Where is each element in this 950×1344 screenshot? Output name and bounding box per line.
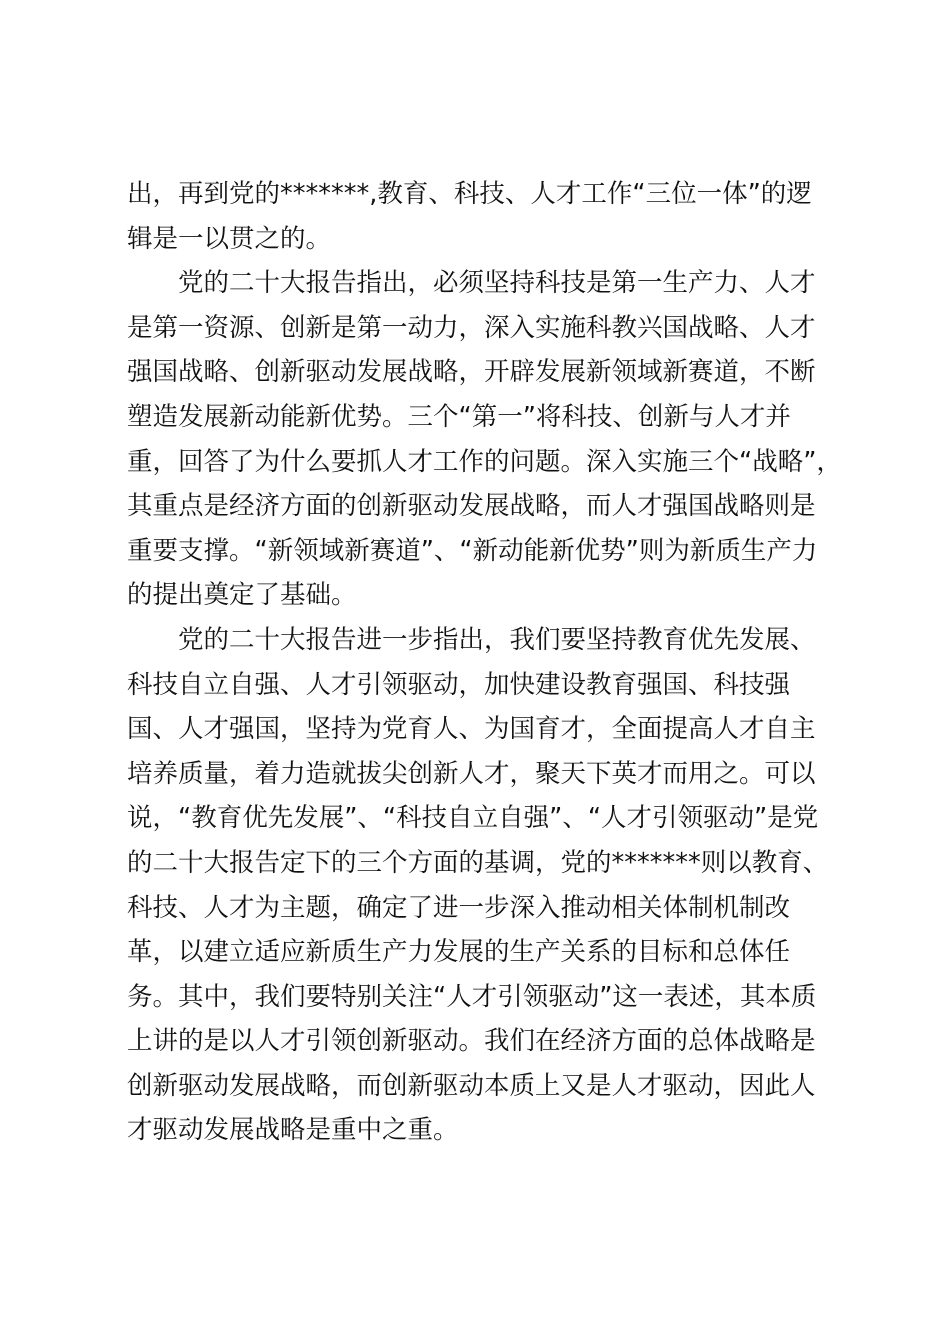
- text-line: 的二十大报告定下的三个方面的基调，党的*******则以教育、: [127, 847, 829, 878]
- text-line: 务。其中，我们要特别关注“人才引领驱动”这一表述，其本质: [127, 981, 817, 1012]
- text-line: 培养质量，着力造就拔尖创新人才，聚天下英才而用之。可以: [127, 758, 816, 789]
- text-line: 重要支撑。“新领域新赛道”、“新动能新优势”则为新质生产力: [127, 535, 818, 566]
- text-line: 的提出奠定了基础。: [127, 580, 357, 611]
- paragraph-2: [127, 261, 842, 618]
- text-line: 革，以建立适应新质生产力发展的生产关系的目标和总体任: [127, 937, 791, 968]
- document-body: [127, 172, 842, 1153]
- text-line: 重，回答了为什么要抓人才工作的问题。深入实施三个“战略”，: [127, 446, 842, 477]
- text-line: 才驱动发展战略是重中之重。: [127, 1115, 459, 1146]
- text-line: 出，再到党的*******,教育、科技、人才工作“三位一体”的逻: [127, 179, 812, 209]
- text-line: 辑是一以贯之的。: [127, 223, 332, 254]
- text-line: 党的二十大报告指出，必须坚持科技是第一生产力、人才: [178, 268, 816, 299]
- paragraph-3: [127, 618, 829, 1153]
- text-line: 科技、人才为主题，确定了进一步深入推动相关体制机制改: [127, 892, 791, 923]
- text-line: 上讲的是以人才引领创新驱动。我们在经济方面的总体战略是: [127, 1026, 816, 1057]
- text-line: 强国战略、创新驱动发展战略，开辟发展新领域新赛道，不断: [127, 357, 816, 388]
- text-line: 创新驱动发展战略，而创新驱动本质上又是人才驱动，因此人: [127, 1070, 816, 1101]
- text-line: 科技自立自强、人才引领驱动，加快建设教育强国、科技强: [127, 669, 791, 700]
- text-line: 塑造发展新动能新优势。三个“第一”将科技、创新与人才并: [127, 401, 791, 432]
- text-line: 党的二十大报告进一步指出，我们要坚持教育优先发展、: [178, 624, 816, 655]
- text-line: 国、人才强国，坚持为党育人、为国育才，全面提高人才自主: [127, 714, 816, 745]
- text-line: 其重点是经济方面的创新驱动发展战略，而人才强国战略则是: [127, 491, 816, 522]
- text-line: 说，“教育优先发展”、“科技自立自强”、“人才引领驱动”是党: [127, 803, 819, 834]
- paragraph-1: [127, 172, 823, 261]
- text-line: 是第一资源、创新是第一动力，深入实施科教兴国战略、人才: [127, 312, 816, 343]
